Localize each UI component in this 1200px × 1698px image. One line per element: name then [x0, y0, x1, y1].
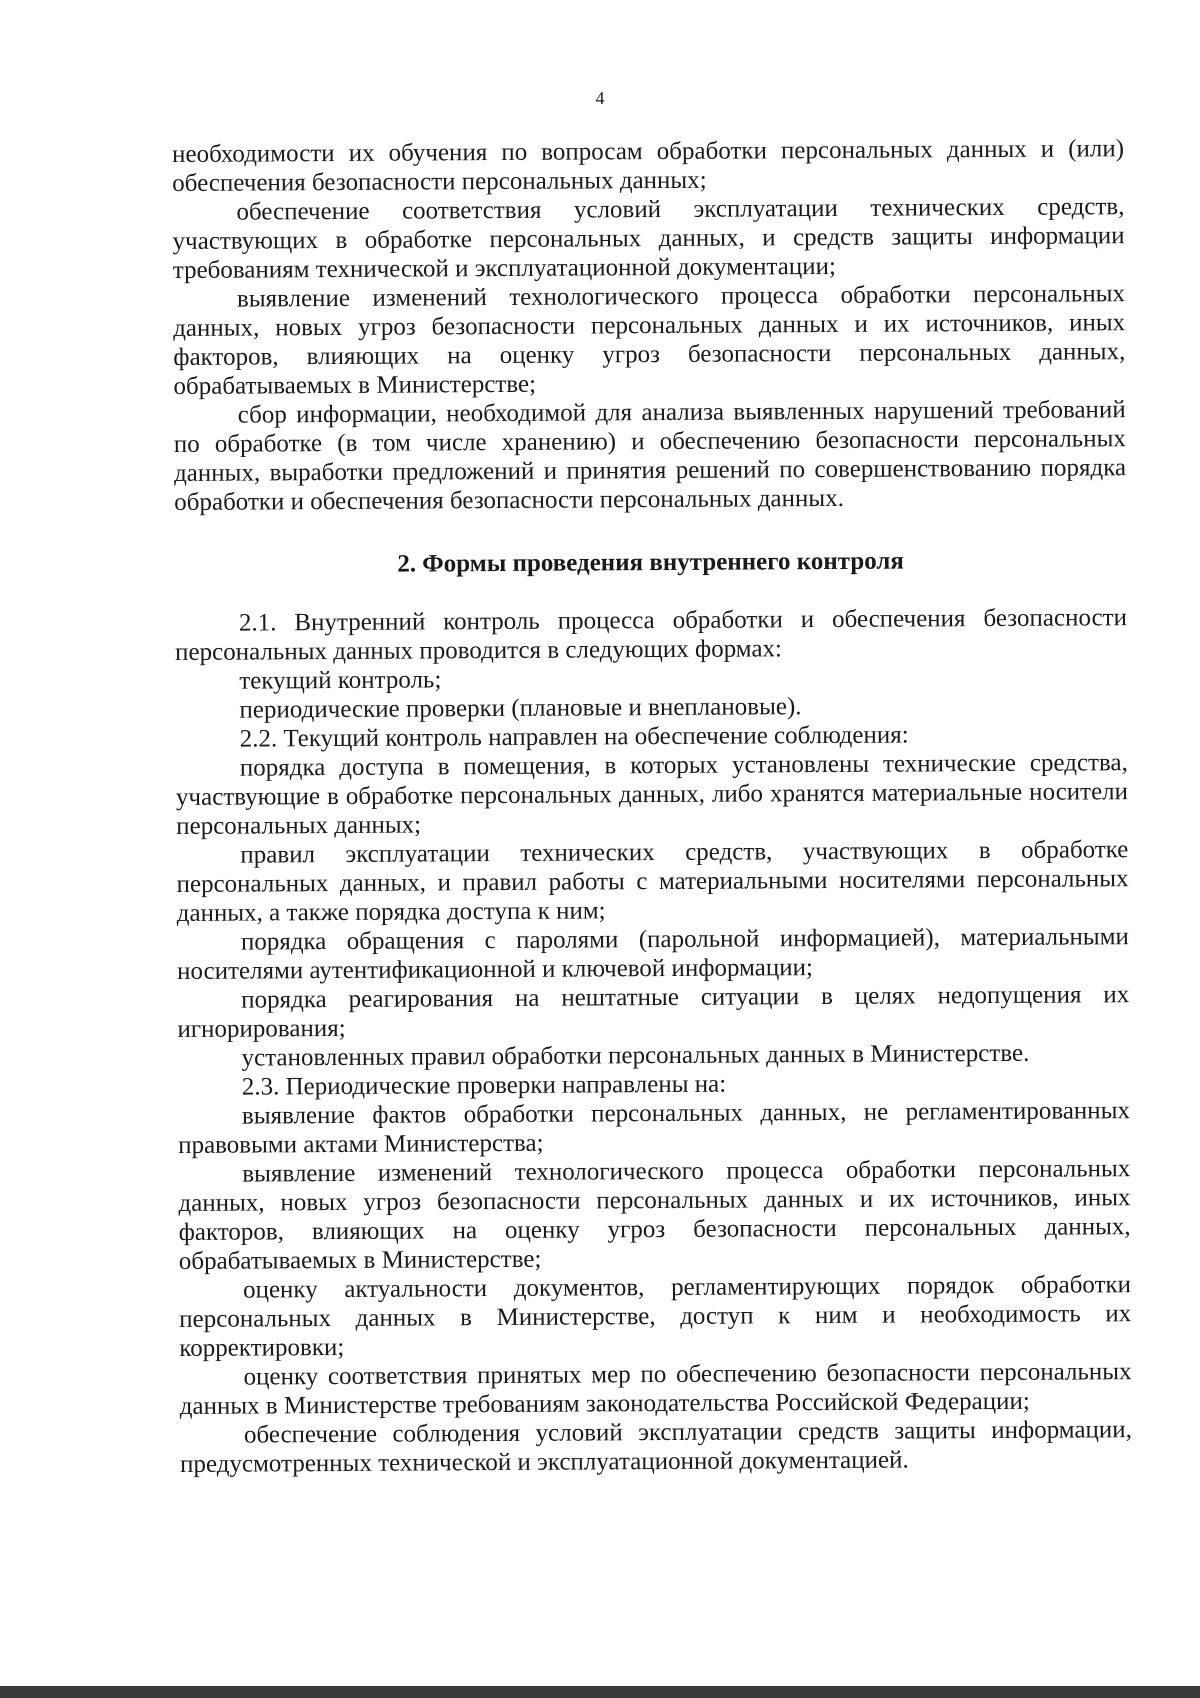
paragraph: выявление фактов обработки персональных данных, не регламентированных правовыми актами Министерства; [178, 1097, 1131, 1159]
document-body [172, 134, 1132, 1479]
page-number: 4 [595, 88, 605, 108]
paragraph: выявление изменений технологического процесса обработки персональных данных, новых угроз безопасности персональных данных и их источников, иных факторов, влияющих на оценку угроз безопасности персональных данных, обрабатываемых в Министерстве; [178, 1155, 1131, 1275]
paragraph: 2.3. Периодические проверки направлены на: [241, 1070, 727, 1101]
paragraph: правил эксплуатации технических средств, участвующих в обработке персональных данных, и правил работы с материальными носителями персональных данных, а также порядка доступа к ним; [176, 836, 1129, 927]
paragraph: 2.1. Внутренний контроль процесса обработки и обеспечения безопасности персональных данных проводится в следующих формах: [175, 604, 1128, 666]
paragraph: порядка обращения с паролями (парольной информацией), материальными носителями аутентификационной и ключевой информации; [176, 923, 1129, 985]
section-title: 2. Формы проведения внутреннего контроля [397, 547, 904, 578]
paragraph: выявление изменений технологического процесса обработки персональных данных, новых угроз безопасности персональных данных и их источников, иных факторов, влияющих на оценку угроз безопасности персональных данных, обрабатываемых в Министерстве; [173, 280, 1126, 400]
paragraph: установленных правил обработки персональных данных в Министерстве. [241, 1039, 1030, 1072]
paragraph: оценку соответствия принятых мер по обеспечению безопасности персональных данных в Министерстве требованиям законодательства Российской Федерации; [179, 1358, 1132, 1420]
paragraph: необходимости их обучения по вопросам обработки персональных данных и (или) обеспечения безопасности персональных данных; [172, 135, 1125, 197]
paragraph: сбор информации, необходимой для анализа выявленных нарушений требований по обработке (в том числе хранению) и обеспечению безопасности персональных данных, выработки предложений и принятия решений по совершенствованию порядка обработки и обеспечения безопасности персональных данных. [173, 396, 1127, 516]
paragraph: обеспечение соблюдения условий эксплуатации средств защиты информации, предусмотренных технической и эксплуатационной документацией. [180, 1416, 1132, 1478]
paragraph: обеспечение соответствия условий эксплуатации технических средств, участвующих в обработке персональных данных, и средств защиты информации требованиям технической и эксплуатационной документации; [172, 193, 1125, 284]
paragraph: 2.2. Текущий контроль направлен на обеспечение соблюдения: [239, 721, 909, 753]
paragraph: порядка доступа в помещения, в которых установлены технические средства, участвующие в обработке персональных данных, либо хранятся материальные носители персональных данных; [175, 749, 1129, 840]
paragraph: порядка реагирования на нештатные ситуации в целях недопущения их игнорирования; [177, 981, 1130, 1043]
paragraph: текущий контроль; [239, 666, 442, 695]
paragraph: периодические проверки (плановые и внеплановые). [239, 693, 802, 724]
scan-bottom-edge [0, 1686, 1200, 1698]
paragraph: оценку актуальности документов, регламентирующих порядок обработки персональных данных в Министерстве, доступ к ним и необходимость их корректировки; [179, 1271, 1132, 1362]
